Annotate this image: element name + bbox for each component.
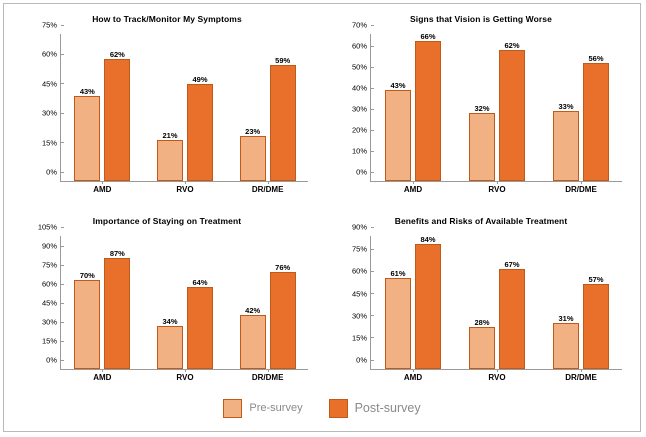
bar-post-survey xyxy=(583,53,609,181)
x-axis-tick-mark xyxy=(268,369,269,372)
chart-figure xyxy=(3,3,641,432)
y-axis-tick-label: 60% xyxy=(42,50,61,59)
bar-value-label: 76% xyxy=(275,263,291,273)
bar-value-label: 56% xyxy=(588,53,604,63)
x-axis-tick-mark xyxy=(413,369,414,372)
y-axis-tick-label: 45% xyxy=(42,79,61,88)
bar-group xyxy=(226,34,309,194)
y-axis-tick-label: 60% xyxy=(352,42,371,51)
bar-group xyxy=(371,32,455,194)
y-axis-tick-label: 75% xyxy=(42,21,61,30)
y-axis-tick-mark xyxy=(61,25,64,26)
bar-group xyxy=(144,236,227,382)
chart-title: Benefits and Risks of Available Treatment xyxy=(394,216,568,226)
legend-swatch-post-icon xyxy=(329,399,348,418)
x-axis-tick-label: AMD xyxy=(93,185,112,194)
y-axis-tick-mark xyxy=(371,25,374,26)
x-axis-tick-mark xyxy=(102,369,103,372)
y-axis-tick-label: 30% xyxy=(42,109,61,118)
plot-area xyxy=(41,20,308,194)
bar-value-label: 21% xyxy=(162,130,178,140)
x-axis-tick-mark xyxy=(413,181,414,184)
y-axis-tick-label: 90% xyxy=(42,242,61,251)
bar-value-label: 31% xyxy=(558,313,574,323)
y-axis-tick-label: 0% xyxy=(46,168,61,177)
x-axis-tick-mark xyxy=(102,181,103,184)
y-axis-tick-label: 30% xyxy=(352,105,371,114)
bar-value-label: 34% xyxy=(162,316,178,326)
x-axis-tick-label: AMD xyxy=(403,373,423,382)
legend-item-post-survey xyxy=(329,399,421,418)
bar-value-label: 62% xyxy=(109,49,125,59)
y-axis-tick-label: 30% xyxy=(352,311,371,320)
y-axis-tick-label: 50% xyxy=(352,63,371,72)
bar-value-label: 57% xyxy=(588,275,604,285)
y-axis-tick-label: 75% xyxy=(352,245,371,254)
bar-value-label: 62% xyxy=(504,40,520,50)
bar-pre-survey xyxy=(157,316,183,369)
bar-value-label: 64% xyxy=(192,278,208,288)
chart-panel-3 xyxy=(12,212,322,394)
y-axis-tick-label: 0% xyxy=(356,356,371,365)
x-axis-tick-label: RVO xyxy=(488,185,506,194)
bar-value-label: 84% xyxy=(420,234,436,244)
bar-pre-survey xyxy=(553,313,579,369)
legend-item-pre-survey xyxy=(223,399,302,418)
plot-area xyxy=(351,20,622,194)
bar-post-survey xyxy=(104,49,130,181)
x-axis-tick-label: DR/DME xyxy=(565,373,597,382)
bar-post-survey xyxy=(270,55,296,181)
bar-post-survey xyxy=(415,32,441,181)
bar-post-survey xyxy=(583,275,609,369)
y-axis-tick-label: 60% xyxy=(352,267,371,276)
bar-pre-survey xyxy=(469,318,495,369)
bar-value-label: 66% xyxy=(420,32,436,42)
bar-group xyxy=(61,236,144,382)
x-axis-tick-mark xyxy=(185,369,186,372)
x-axis-tick-label: RVO xyxy=(176,373,194,382)
bar-post-survey xyxy=(187,278,213,369)
plot-area xyxy=(37,222,308,382)
y-axis-tick-label: 70% xyxy=(352,21,371,30)
y-axis-tick-label: 15% xyxy=(42,337,61,346)
bar-group xyxy=(455,34,539,194)
chart-panel-4 xyxy=(326,212,636,394)
bar-group xyxy=(144,34,227,194)
y-axis-tick-label: 40% xyxy=(352,84,371,93)
bar-group xyxy=(539,236,623,382)
plot-area xyxy=(351,222,622,382)
bar-pre-survey xyxy=(385,81,411,181)
chart-legend xyxy=(4,393,640,423)
chart-grid xyxy=(4,4,640,394)
x-axis-tick-label: DR/DME xyxy=(251,373,284,382)
bar-pre-survey xyxy=(469,104,495,181)
legend-swatch-pre-icon xyxy=(223,399,242,418)
x-axis-tick-label: AMD xyxy=(93,373,112,382)
bar-post-survey xyxy=(499,260,525,369)
x-axis-tick-label: DR/DME xyxy=(565,185,597,194)
y-axis-tick-label: 105% xyxy=(38,223,61,232)
chart-panel-1 xyxy=(12,10,322,206)
x-axis-tick-label: RVO xyxy=(488,373,506,382)
bar-value-label: 32% xyxy=(474,104,490,114)
bar-value-label: 49% xyxy=(192,75,208,85)
bar-pre-survey xyxy=(385,269,411,369)
chart-panel-2 xyxy=(326,10,636,206)
bar-group xyxy=(226,236,309,382)
y-axis-tick-label: 60% xyxy=(42,280,61,289)
bar-value-label: 33% xyxy=(558,102,574,112)
y-axis-tick-label: 20% xyxy=(352,126,371,135)
y-axis-tick-mark xyxy=(371,227,374,228)
chart-title: How to Track/Monitor My Symptoms xyxy=(92,14,242,24)
bar-group xyxy=(371,234,455,382)
bar-post-survey xyxy=(187,75,213,181)
bar-value-label: 87% xyxy=(109,248,125,258)
x-axis-tick-label: RVO xyxy=(176,185,194,194)
x-axis-tick-mark xyxy=(185,181,186,184)
y-axis-tick-label: 0% xyxy=(46,356,61,365)
bar-post-survey xyxy=(499,40,525,181)
y-axis-tick-label: 15% xyxy=(42,138,61,147)
bar-pre-survey xyxy=(240,126,266,181)
x-axis-tick-mark xyxy=(268,181,269,184)
bar-pre-survey xyxy=(553,102,579,181)
x-axis-tick-mark xyxy=(581,369,582,372)
bar-value-label: 42% xyxy=(245,306,261,316)
legend-label-post: Post-survey xyxy=(354,401,421,415)
bar-post-survey xyxy=(270,263,296,369)
bar-value-label: 43% xyxy=(390,81,406,91)
bar-value-label: 61% xyxy=(390,269,406,279)
x-axis-tick-label: DR/DME xyxy=(251,185,284,194)
bar-value-label: 70% xyxy=(79,270,95,280)
chart-title: Importance of Staying on Treatment xyxy=(92,216,242,226)
bar-pre-survey xyxy=(157,130,183,181)
bar-post-survey xyxy=(104,248,130,369)
y-axis-tick-label: 90% xyxy=(352,223,371,232)
bar-value-label: 67% xyxy=(504,260,520,270)
x-axis-tick-mark xyxy=(497,369,498,372)
legend-label-pre: Pre-survey xyxy=(249,402,303,414)
y-axis-tick-label: 10% xyxy=(352,147,371,156)
bar-value-label: 59% xyxy=(275,55,291,65)
bar-group xyxy=(61,34,144,194)
y-axis-tick-label: 45% xyxy=(352,289,371,298)
bar-value-label: 28% xyxy=(474,318,490,328)
bar-post-survey xyxy=(415,234,441,369)
bar-pre-survey xyxy=(240,306,266,369)
y-axis-tick-label: 45% xyxy=(42,299,61,308)
y-axis-tick-label: 75% xyxy=(42,261,61,270)
bar-pre-survey xyxy=(74,270,100,369)
x-axis-tick-mark xyxy=(581,181,582,184)
x-axis-tick-label: AMD xyxy=(403,185,423,194)
bar-group xyxy=(455,236,539,382)
bar-value-label: 43% xyxy=(79,87,95,97)
bar-pre-survey xyxy=(74,87,100,181)
y-axis-tick-label: 30% xyxy=(42,318,61,327)
bar-group xyxy=(539,34,623,194)
y-axis-tick-mark xyxy=(61,227,64,228)
bar-value-label: 23% xyxy=(245,126,261,136)
chart-title: Signs that Vision is Getting Worse xyxy=(410,14,552,24)
y-axis-tick-label: 0% xyxy=(356,168,371,177)
x-axis-tick-mark xyxy=(497,181,498,184)
y-axis-tick-label: 15% xyxy=(352,333,371,342)
